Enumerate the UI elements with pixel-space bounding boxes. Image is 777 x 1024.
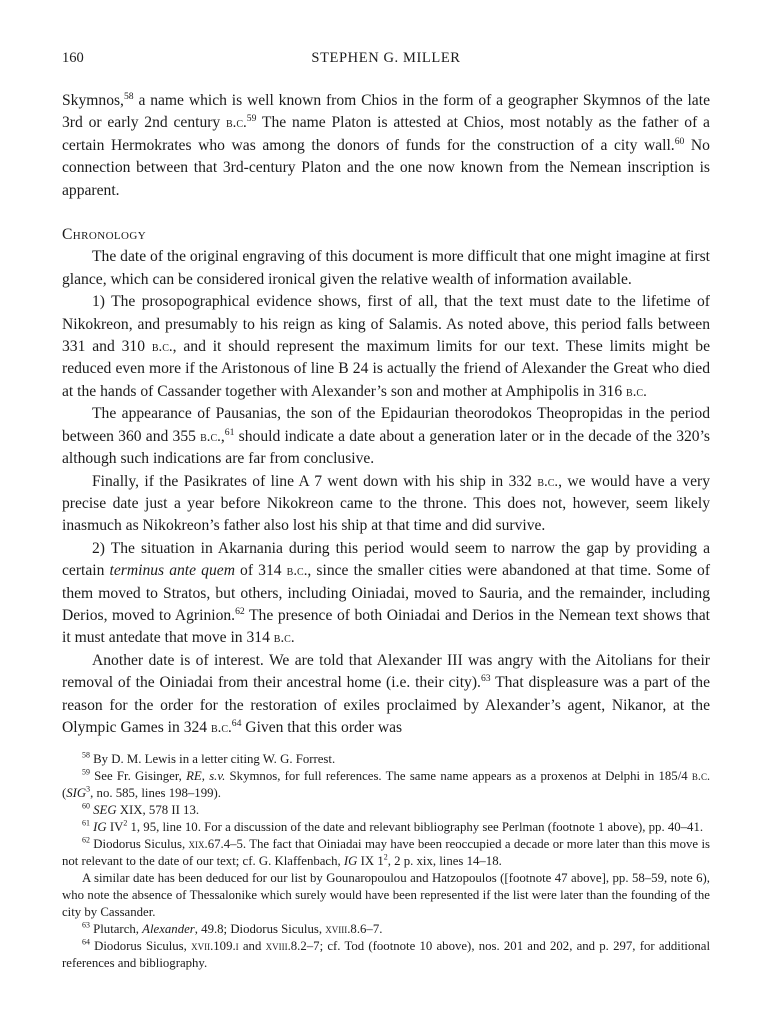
paragraph xyxy=(62,291,710,403)
text: Plutarch, xyxy=(89,922,143,937)
superscript: 2 xyxy=(123,819,128,829)
text: Skymnos, for full references. The same name appears as a proxenos at Delphi in 185/4 xyxy=(225,769,692,784)
text: 2) The situation in Akarnania during this period would seem to narrow the gap by providing a certain xyxy=(62,539,710,580)
paragraph-continued xyxy=(62,90,710,202)
text: .8.2–7; cf. Tod (footnote 10 above), nos. 201 and 202, and p. 297, for additional references and bibliography. xyxy=(62,939,710,971)
italic-text: SIG xyxy=(66,786,87,801)
page-header xyxy=(62,50,710,76)
text: and xyxy=(238,939,266,954)
italic-text: Alexander xyxy=(142,922,195,937)
footnote-ref-59[interactable]: 59 xyxy=(246,113,257,125)
footnote-62-continued: A similar date has been deduced for our list by Gounaropoulou and Hatzopoulos ([footnote 47 above], pp. 58–59, note 6), who note the absence of Thessalonike which surely would have been represented if the list were later than the founding of the city by Cassander. xyxy=(62,871,710,920)
era-abbrev: b.c. xyxy=(226,115,247,132)
latin-term: terminus ante quem xyxy=(109,562,235,580)
footnote-63 xyxy=(62,921,710,938)
text: , and it should represent the maximum limits for our text. These limits might be reduced even more if the Aristonous of line B 24 is actually the friend of Alexander the Great who died at the hands of Cassander together with Alexander’s son and mother at Amphipolis in 316 xyxy=(62,338,710,400)
footnote-number: 63 xyxy=(82,921,90,931)
text: IX 1 xyxy=(357,854,384,869)
paragraph xyxy=(62,471,710,538)
text: No connection between that 3rd-century Platon and the one now known from the Nemean inscription is apparent. xyxy=(62,136,710,199)
italic-text: RE xyxy=(186,769,202,784)
text: .67.4–5. The fact that Oiniadai may have been reoccupied a decade or more later than this move is not relevant to the date of our text; cf. G. Klaffenbach, xyxy=(62,837,710,869)
text: , xyxy=(201,769,210,784)
italic-text: IG xyxy=(93,820,107,835)
footnote-number: 61 xyxy=(82,819,90,829)
text: of 314 xyxy=(234,562,287,580)
italic-text: IG xyxy=(343,854,358,869)
footnote-number: 62 xyxy=(82,836,90,846)
footnote-ref-64[interactable]: 64 xyxy=(231,717,242,729)
era-abbrev: b.c. xyxy=(200,428,221,445)
paragraph xyxy=(62,650,710,740)
footnote-58 xyxy=(62,751,710,768)
footnote-ref-58[interactable]: 58 xyxy=(123,90,134,102)
superscript: 3 xyxy=(86,785,91,795)
roman-numeral: xvii xyxy=(191,939,211,954)
text: The name Platon is attested at Chios, most notably as the father of a certain Hermokrates who was among the donors of funds for the construction of a city wall. xyxy=(62,114,710,154)
footnote-number: 59 xyxy=(82,768,90,778)
text: IV xyxy=(106,820,124,835)
text: , we would have a very precise date just a year before Nikokreon came to the throne. This does not, however, seem likely inasmuch as Nikokreon’s father also lost his ship at that time and did survive. xyxy=(62,472,710,535)
text: 1, 95, line 10. For a discussion of the date and relevant bibliography see Perlman (footnote 1 above), pp. 40–41. xyxy=(127,820,704,835)
roman-numeral: xviii xyxy=(325,922,348,937)
footnotes xyxy=(62,751,710,972)
text: The appearance of Pausanias, the son of the Epidaurian theorodokos Theopropidas in the period between 360 and 355 xyxy=(62,405,710,445)
text: , xyxy=(220,427,225,445)
text: , since the smaller cities were abandoned at that time. Some of them moved to Stratos, but others, including Oiniadai, moved to Sauria, and the remainder, including Derios, moved to Agrinion. xyxy=(62,562,711,624)
text: a name which is well known from Chios in the form of a geographer Skymnos of the late 3rd or early 2nd century xyxy=(62,92,710,132)
footnote-64 xyxy=(62,938,710,972)
text: See Fr. Gisinger, xyxy=(89,769,187,784)
footnote-number: 58 xyxy=(82,751,90,761)
text: Finally, if the Pasikrates of line A 7 went down with his ship in 332 xyxy=(92,472,538,490)
era-abbrev: b.c. xyxy=(211,719,232,736)
text: , no. 585, lines 198–199). xyxy=(90,786,221,801)
footnote-62 xyxy=(62,836,710,870)
section-heading: Chronology xyxy=(62,226,147,244)
superscript: 2 xyxy=(383,853,388,863)
era-abbrev: b.c. xyxy=(286,563,308,580)
text: By D. M. Lewis in a letter citing W. G. Forrest. xyxy=(89,752,336,767)
running-head: STEPHEN G. MILLER xyxy=(311,50,461,66)
roman-numeral: xviii xyxy=(265,939,288,954)
era-abbrev: b.c. xyxy=(537,473,559,490)
text: .8.6–7. xyxy=(347,922,383,937)
roman-numeral: i xyxy=(235,939,239,954)
page xyxy=(62,50,710,972)
footnote-ref-63[interactable]: 63 xyxy=(480,672,491,684)
text: Another date is of interest. We are told that Alexander III was angry with the Aitolians for their removal of the Oiniadai from their ancestral home (i.e. their city). xyxy=(62,651,710,692)
era-abbrev: b.c. xyxy=(691,769,711,784)
text: should indicate a date about a generation later or in the decade of the 320’s although such indications are far from conclusive. xyxy=(62,427,710,468)
footnote-ref-60[interactable]: 60 xyxy=(674,135,685,147)
text: XIX, 578 II 13. xyxy=(116,803,200,818)
footnote-ref-62[interactable]: 62 xyxy=(235,605,245,617)
era-abbrev: b.c. xyxy=(273,630,295,647)
footnote-ref-61[interactable]: 61 xyxy=(224,426,235,438)
body-text xyxy=(62,90,710,739)
text: Given that this order was xyxy=(241,718,403,736)
italic-text: s.v. xyxy=(209,769,226,784)
footnote-60 xyxy=(62,802,710,819)
text: 1) The prosopographical evidence shows, first of all, that the text must date to the lifetime of Nikokreon, and presumably to his reign as king of Salamis. As noted above, this period falls between 331 and 310 xyxy=(62,293,710,356)
footnote-59 xyxy=(62,768,710,802)
text: , 2 p. xix, lines 14–18. xyxy=(387,854,502,869)
italic-text: SEG xyxy=(93,803,117,818)
paragraph xyxy=(62,403,710,470)
text: That displeasure was a part of the reason for the order for the restoration of exiles proclaimed by Alexander’s agent, Nikanor, at the Olympic Games in 324 xyxy=(62,674,710,736)
footnote-61 xyxy=(62,819,710,836)
text: , 49.8; Diodorus Siculus, xyxy=(194,922,326,937)
paragraph xyxy=(62,538,710,650)
roman-numeral: xix xyxy=(188,837,205,852)
text: ( xyxy=(62,786,67,801)
paragraph: The date of the original engraving of this document is more difficult that one might imagine at first glance, which can be considered ironical given the relative wealth of information available. xyxy=(62,248,710,288)
text: Diodorus Siculus, xyxy=(89,939,192,954)
text: Diodorus Siculus, xyxy=(89,837,189,852)
page-number: 160 xyxy=(62,50,84,66)
era-abbrev: b.c. xyxy=(626,383,647,400)
era-abbrev: b.c. xyxy=(151,339,173,356)
text: Skymnos, xyxy=(62,92,124,109)
footnote-number: 60 xyxy=(82,802,90,812)
text: .109. xyxy=(210,939,236,954)
text: The presence of both Oiniadai and Derios in the Nemean text shows that it must antedate that move in 314 xyxy=(62,606,710,647)
footnote-number: 64 xyxy=(82,938,90,948)
